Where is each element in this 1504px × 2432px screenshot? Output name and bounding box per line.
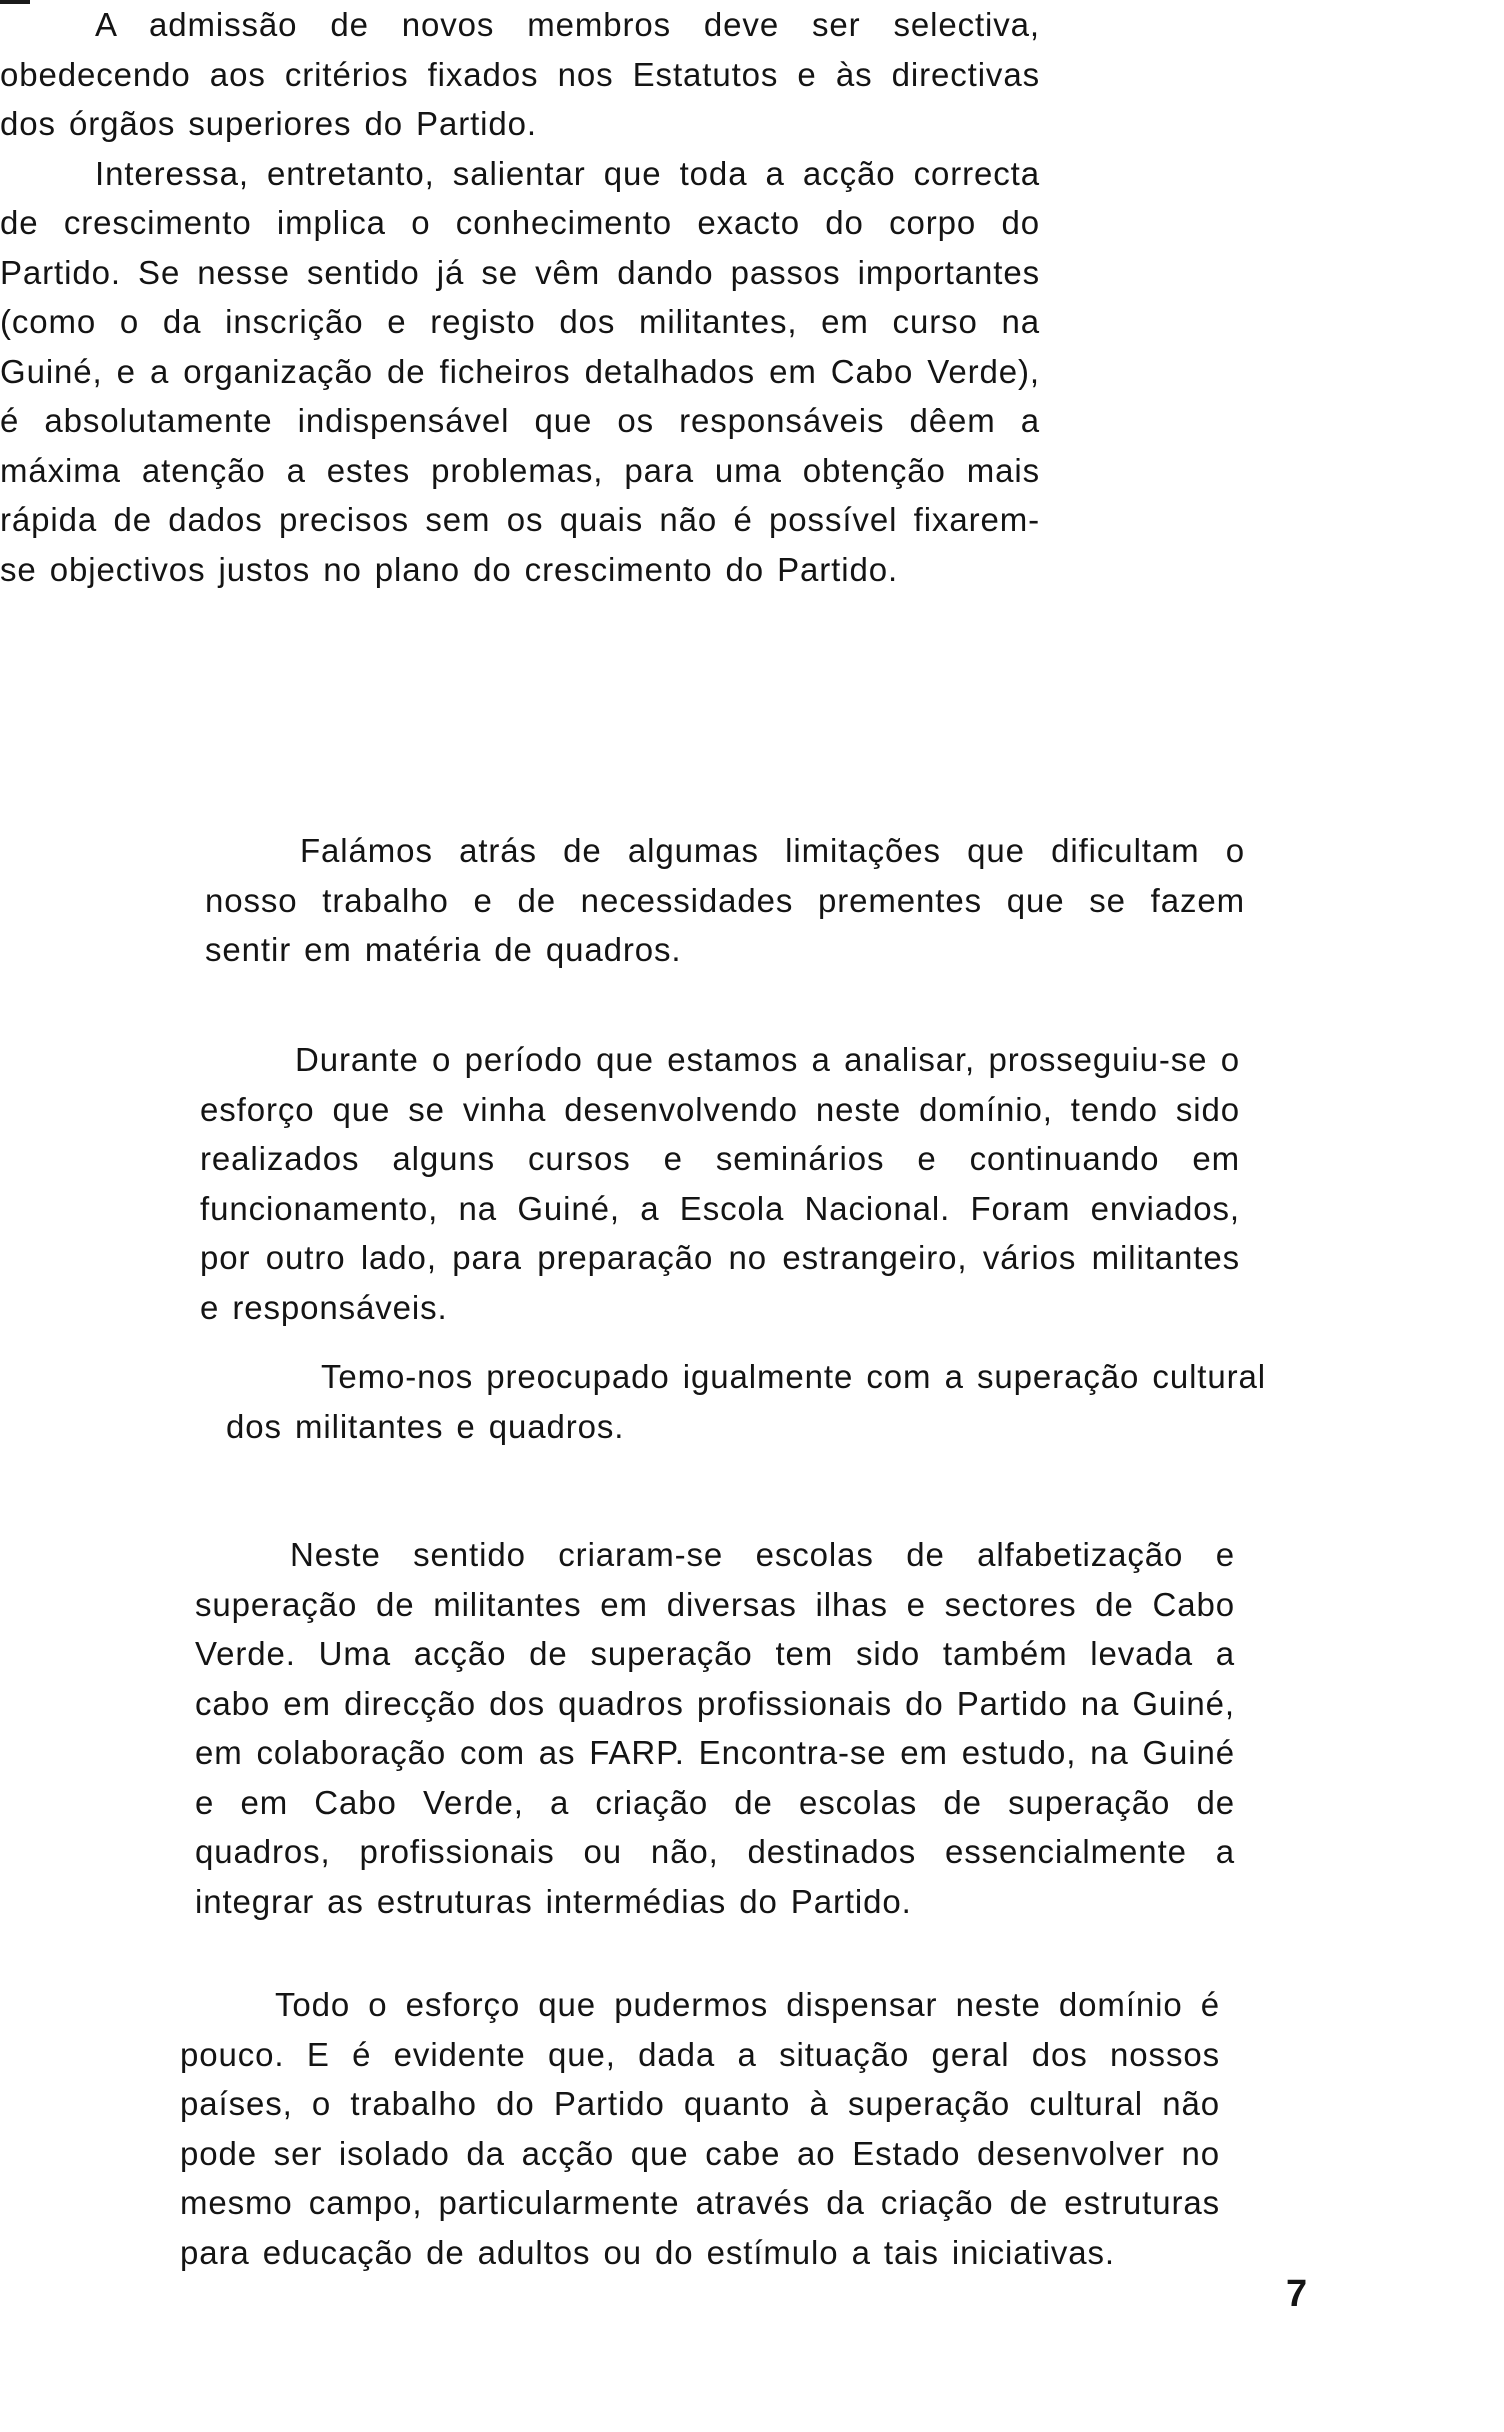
text-block-admission [0,0,1040,594]
paragraph-cultural-improvement: Temo-nos preocupado igualmente com a superação cultural dos militantes e quadros. [226,1358,1266,1445]
paragraph-effort: Todo o esforço que pudermos dispensar neste domínio é pouco. E é evidente que, dada a situação geral dos nossos países, o trabalho do Partido quanto à superação cultural não pode ser isolado da acção que cabe ao Estado desenvolver no mesmo campo, particularmente através da criação de estruturas para educação de adultos ou do estímulo a tais iniciativas. [180,1986,1220,2271]
paragraph-schools: Neste sentido criaram-se escolas de alfabetização e superação de militantes em diversas ilhas e sectores de Cabo Verde. Uma acção de superação tem sido também levada a cabo em direcção dos quadros profissionais do Partido na Guiné, em colaboração com as FARP. Encontra-se em estudo, na Guiné e em Cabo Verde, a criação de escolas de superação de quadros, profissionais ou não, destinados essencialmente a integrar as estruturas intermédias do Partido. [195,1536,1235,1920]
page-number: 7 [1286,2273,1308,2315]
paragraph-admission: A admissão de novos membros deve ser selectiva, obedecendo aos critérios fixados nos Estatutos e às directivas dos órgãos superiores do Partido. [0,6,1040,142]
scan-mark [0,0,30,4]
paragraph-training: Durante o período que estamos a analisar, prosseguiu-se o esforço que se vinha desenvolvendo neste domínio, tendo sido realizados alguns cursos e seminários e continuando em funcionamento, na Guiné, a Escola Nacional. Foram enviados, por outro lado, para preparação no estrangeiro, vários militantes e responsáveis. [200,1041,1240,1326]
paragraph-growth: Interessa, entretanto, salientar que toda a acção correcta de crescimento implica o conhecimento exacto do corpo do Partido. Se nesse sentido já se vêm dando passos importantes (como o da inscrição e registo dos militantes, em curso na Guiné, e a organização de ficheiros detalhados em Cabo Verde), é absolutamente indispensável que os responsáveis dêem a máxima atenção a estes problemas, para uma obtenção mais rápida de dados precisos sem os quais não é possível fixarem-se objectivos justos no plano do crescimento do Partido. [0,154,1040,588]
paragraph-limitations: Falámos atrás de algumas limitações que dificultam o nosso trabalho e de necessidades prementes que se fazem sentir em matéria de quadros. [205,832,1245,968]
